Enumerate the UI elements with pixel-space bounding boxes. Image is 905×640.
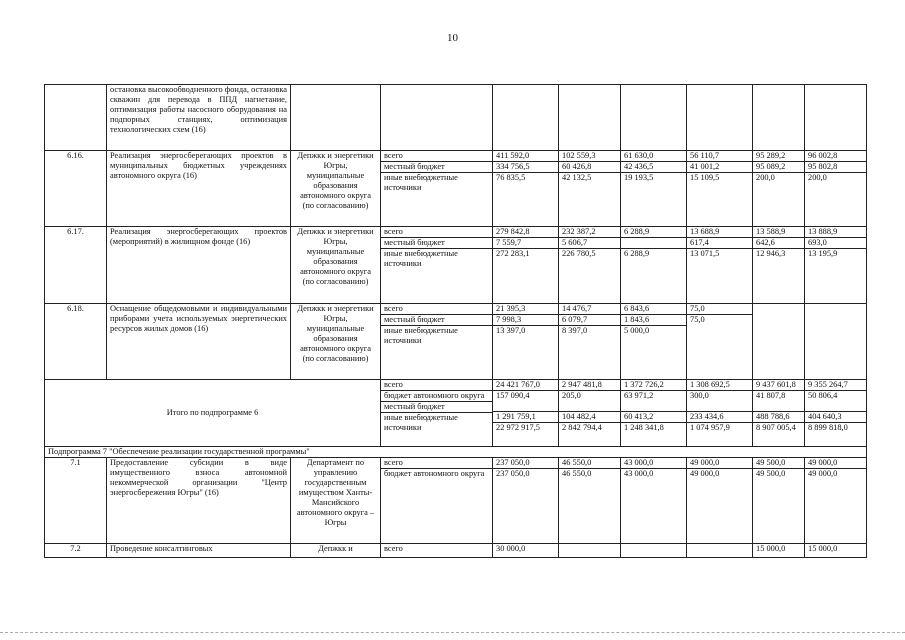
row-executor: Депжкк и (291, 544, 381, 558)
subprogram-title: Подпрограмма 7 "Обеспечение реализации государственной программы" (45, 447, 867, 458)
value-year-3: 75,0 75,0 (687, 304, 753, 380)
value-year-3: 1 308 692,5 300,0 233 434,6 1 074 957,9 (687, 380, 753, 447)
value-year-3: 56 110,7 41 001,2 15 109,5 (687, 151, 753, 227)
table-row-6-17 (45, 227, 867, 304)
row-executor: Депжкк и энергетики Югры, муниципальные образования автономного округа (по согласованию) (291, 304, 381, 380)
source-label: иные внебюджетные источники (384, 173, 458, 192)
value-year-5: 9 355 264,7 50 806,4 404 640,3 8 899 818,0 (805, 380, 867, 447)
value-total: 279 842,8 7 559,7 272 283,1 (493, 227, 559, 304)
value-year-2 (621, 544, 687, 558)
source-label: иные внебюджетные источники (384, 413, 458, 432)
source-label: местный бюджет (381, 162, 492, 173)
row-name: остановка высокообводненного фонда, остановка скважин для перевода в ППД нагнетание, оптимизация работы насосного оборудования на подпорных станциях, оптимизация технологических схем (16) (107, 85, 291, 151)
source-label: иные внебюджетные источники (384, 249, 458, 268)
row-sources (381, 151, 493, 227)
source-label: местный бюджет (381, 238, 492, 249)
source-label: иные внебюджетные источники (384, 326, 458, 345)
value-year-4: 13 588,9 642,6 12 946,3 (753, 227, 805, 304)
row-number: 6.17. (45, 227, 107, 304)
value-year-1: 46 550,0 46 550,0 (559, 458, 621, 544)
value-year-1: 232 387,2 5 606,7 226 780,5 (559, 227, 621, 304)
budget-table (44, 84, 867, 558)
source-label: всего (381, 304, 492, 315)
table-row-6-18 (45, 304, 867, 380)
value-year-4 (753, 304, 805, 380)
source-label: бюджет автономного округа (381, 391, 492, 402)
value-year-3: 13 688,9 617,4 13 071,5 (687, 227, 753, 304)
row-number: 6.16. (45, 151, 107, 227)
value-total: 237 050,0 237 050,0 (493, 458, 559, 544)
source-label: всего (381, 151, 492, 162)
value-year-5: 49 000,0 49 000,0 (805, 458, 867, 544)
value-year-5: 13 888,9 693,0 13 195,9 (805, 227, 867, 304)
row-sources (381, 380, 493, 447)
value-year-3 (687, 544, 753, 558)
value-year-5 (805, 304, 867, 380)
value-year-3: 49 000,0 49 000,0 (687, 458, 753, 544)
row-executor: Депжкк и энергетики Югры, муниципальные образования автономного округа (по согласованию) (291, 151, 381, 227)
page-number: 10 (447, 32, 458, 44)
table-row-6-16 (45, 151, 867, 227)
value-year-2: 6 288,9 6 288,9 (621, 227, 687, 304)
value-total: 24 421 767,0 157 090,4 1 291 759,1 22 972 917,5 (493, 380, 559, 447)
total-label: Итого по подпрограмме 6 (45, 380, 381, 447)
table-row-7-1 (45, 458, 867, 544)
table-row-continuation (45, 85, 867, 151)
source-label: всего (381, 458, 492, 469)
row-sources (381, 458, 493, 544)
row-name: Предоставление субсидии в виде имущественного взноса автономной некоммерческой организации "Центр энергосбережения Югры" (16) (107, 458, 291, 544)
row-sources (381, 304, 493, 380)
row-executor: Департамент по управлению государственным имуществом Ханты-Мансийского автономного округа – Югры (291, 458, 381, 544)
value-year-1: 14 476,7 6 079,7 8 397,0 (559, 304, 621, 380)
source-label: всего (381, 380, 492, 391)
row-executor: Депжкк и энергетики Югры, муниципальные образования автономного округа (по согласованию) (291, 227, 381, 304)
source-label: бюджет автономного округа (384, 469, 485, 478)
row-name: Проведение консалтинговых (107, 544, 291, 558)
value-year-2: 61 630,0 42 436,5 19 193,5 (621, 151, 687, 227)
value-year-5: 96 002,8 95 802,8 200,0 (805, 151, 867, 227)
value-year-4: 49 500,0 49 500,0 (753, 458, 805, 544)
scan-edge-line (0, 632, 905, 635)
value-year-2: 6 843,6 1 843,6 5 000,0 (621, 304, 687, 380)
value-year-1 (559, 544, 621, 558)
value-total: 411 592,0 334 756,5 76 835,5 (493, 151, 559, 227)
value-year-1: 102 559,3 60 426,8 42 132,5 (559, 151, 621, 227)
value-total: 21 395,3 7 998,3 13 397,0 (493, 304, 559, 380)
value-year-1: 2 947 481,8 205,0 104 482,4 2 842 794,4 (559, 380, 621, 447)
value-year-2: 43 000,0 43 000,0 (621, 458, 687, 544)
value-total: 30 000,0 (493, 544, 559, 558)
row-name: Реализация энергосберегающих проектов (мероприятий) в жилищном фонде (16) (107, 227, 291, 304)
value-year-2: 1 372 726,2 63 971,2 60 413,2 1 248 341,8 (621, 380, 687, 447)
value-year-5: 15 000,0 (805, 544, 867, 558)
row-name: Реализация энергосберегающих проектов в муниципальных бюджетных учреждениях автономного округа (16) (107, 151, 291, 227)
value-year-4: 15 000,0 (753, 544, 805, 558)
source-label: местный бюджет (381, 315, 492, 326)
source-label: всего (381, 544, 493, 558)
row-number: 6.18. (45, 304, 107, 380)
table-row-subprogram-7 (45, 447, 867, 458)
table-row-total-6 (45, 380, 867, 447)
value-year-4: 95 289,2 95 089,2 200,0 (753, 151, 805, 227)
table-row-7-2 (45, 544, 867, 558)
source-label: всего (381, 227, 492, 238)
row-number: 7.2 (45, 544, 107, 558)
source-label: местный бюджет (381, 402, 492, 413)
row-sources (381, 227, 493, 304)
value-year-4: 9 437 601,8 41 807,8 488 788,6 8 907 005,4 (753, 380, 805, 447)
row-name: Оснащение общедомовыми и индивидуальными приборами учета используемых энергетических ресурсов жилых домов (16) (107, 304, 291, 380)
row-number: 7.1 (45, 458, 107, 544)
